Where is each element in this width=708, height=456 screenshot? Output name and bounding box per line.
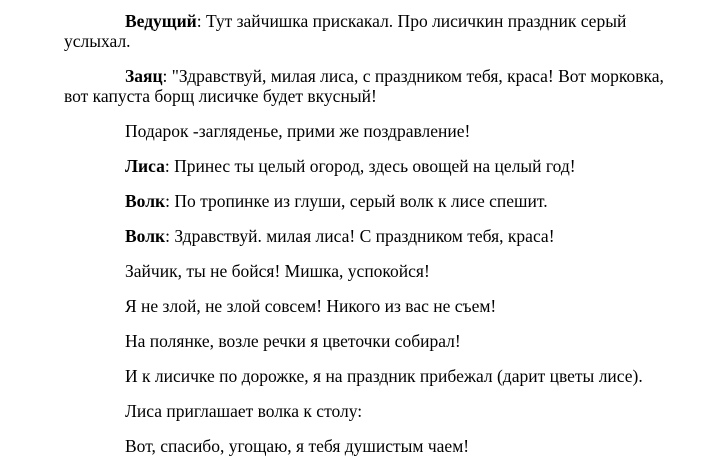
script-paragraph bbox=[64, 261, 678, 281]
line-text: : Здравствуй. милая лиса! С праздником тебя, краса! bbox=[165, 226, 555, 246]
line-text: : Тут зайчишка прискакал. Про лисичкин праздник серый услыхал. bbox=[64, 11, 627, 51]
line-text: Вот, спасибо, угощаю, я тебя душистым чаем! bbox=[125, 436, 470, 456]
line-text: : По тропинке из глуши, серый волк к лисе спешит. bbox=[165, 191, 548, 211]
script-paragraph bbox=[64, 156, 678, 176]
script-paragraph bbox=[64, 366, 678, 386]
script-paragraph bbox=[64, 226, 678, 246]
script-paragraph bbox=[64, 401, 678, 421]
speaker-name: Волк bbox=[125, 191, 166, 211]
script-paragraph bbox=[64, 331, 678, 351]
script-paragraph bbox=[64, 296, 678, 316]
script-paragraph bbox=[64, 191, 678, 211]
line-text: Подарок -загляденье, прими же поздравление! bbox=[125, 121, 471, 141]
line-text: Лиса приглашает волка к столу: bbox=[125, 401, 363, 421]
script-paragraph bbox=[64, 11, 678, 51]
line-text: И к лисичке по дорожке, я на праздник прибежал (дарит цветы лисе). bbox=[125, 366, 643, 386]
line-text: : "Здравствуй, милая лиса, с праздником тебя, краса! Вот морковка, вот капуста борщ лисичке будет вкусный! bbox=[64, 66, 664, 106]
line-text: Я не злой, не злой совсем! Никого из вас не съем! bbox=[125, 296, 497, 316]
speaker-name: Заяц bbox=[125, 66, 163, 86]
line-text: На полянке, возле речки я цветочки собирал! bbox=[125, 331, 461, 351]
speaker-name: Ведущий bbox=[125, 11, 197, 31]
speaker-name: Лиса bbox=[125, 156, 165, 176]
line-text: : Принес ты целый огород, здесь овощей на целый год! bbox=[164, 156, 576, 176]
script-paragraph bbox=[64, 436, 678, 456]
script-paragraph bbox=[64, 121, 678, 141]
script-paragraph bbox=[64, 66, 678, 106]
line-text: Зайчик, ты не бойся! Мишка, успокойся! bbox=[125, 261, 430, 281]
speaker-name: Волк bbox=[125, 226, 166, 246]
